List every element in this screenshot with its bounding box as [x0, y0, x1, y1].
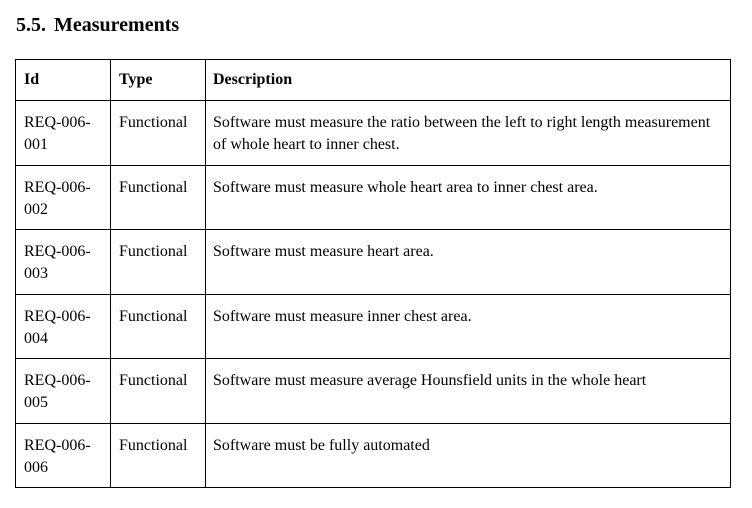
section-number: 5.5. [16, 14, 46, 36]
requirement-type: Functional [111, 230, 206, 295]
requirement-description: Software must measure whole heart area to inner chest area. [206, 165, 731, 230]
requirement-type: Functional [111, 359, 206, 424]
requirement-description: Software must measure heart area. [206, 230, 731, 295]
table-row [16, 294, 731, 359]
requirement-id: REQ-006-003 [16, 230, 111, 295]
section-title: Measurements [54, 14, 180, 36]
table-row [16, 423, 731, 488]
requirement-id: REQ-006-005 [16, 359, 111, 424]
table-row [16, 230, 731, 295]
requirement-description: Software must be fully automated [206, 423, 731, 488]
requirement-id: REQ-006-002 [16, 165, 111, 230]
requirement-id: REQ-006-006 [16, 423, 111, 488]
requirement-description: Software must measure average Hounsfield units in the whole heart [206, 359, 731, 424]
table-header-row [16, 60, 731, 101]
requirement-description: Software must measure inner chest area. [206, 294, 731, 359]
requirements-table [15, 59, 731, 488]
requirement-type: Functional [111, 423, 206, 488]
table-row [16, 359, 731, 424]
requirement-id: REQ-006-004 [16, 294, 111, 359]
requirement-type: Functional [111, 165, 206, 230]
requirement-type: Functional [111, 101, 206, 166]
table-row [16, 165, 731, 230]
section-heading [16, 12, 179, 38]
column-header-id: Id [16, 60, 111, 101]
requirement-id: REQ-006-001 [16, 101, 111, 166]
column-header-type: Type [111, 60, 206, 101]
requirement-type: Functional [111, 294, 206, 359]
requirement-description: Software must measure the ratio between the left to right length measurement of whole heart to inner chest. [206, 101, 731, 166]
table-row [16, 101, 731, 166]
column-header-description: Description [206, 60, 731, 101]
